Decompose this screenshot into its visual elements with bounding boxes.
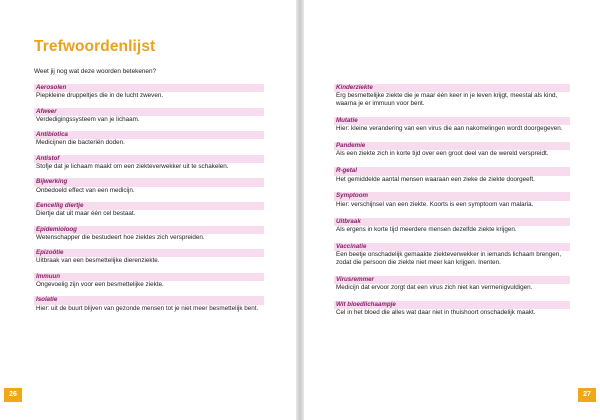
glossary-definition: Wetenschapper die bestudeert hoe ziektes zich verspreiden. bbox=[36, 233, 205, 241]
glossary-definition: Als ergens in korte tijd meerdere mensen dezelfde ziekte krijgen. bbox=[336, 225, 517, 233]
glossary-term: Uitbraak bbox=[334, 218, 570, 226]
glossary-term: Vaccinatie bbox=[334, 243, 570, 251]
glossary-term: Virusremmer bbox=[334, 276, 570, 284]
glossary-definition: Cel in het bloed die alles wat daar niet in thuishoort onschadelijk maakt. bbox=[336, 309, 536, 317]
glossary-term: Kinderziekte bbox=[334, 84, 570, 92]
glossary-entry bbox=[34, 296, 264, 312]
glossary-definition: Hier: kleine verandering van een virus die aan nakomelingen wordt doorgegeven. bbox=[336, 125, 563, 133]
glossary-entry bbox=[334, 243, 570, 267]
glossary-entry bbox=[334, 276, 570, 292]
glossary-definition: Hier: uit de buurt blijven van gezonde mensen tot je niet meer besmettelijk bent. bbox=[36, 304, 259, 312]
glossary-entry bbox=[34, 226, 264, 242]
page-title: Trefwoordenlijst bbox=[34, 38, 156, 55]
intro-text: Weet jij nog wat deze woorden betekenen? bbox=[34, 68, 157, 75]
page-number: 27 bbox=[578, 388, 596, 402]
glossary-term: Immuun bbox=[34, 273, 264, 281]
glossary-entry bbox=[334, 167, 570, 183]
glossary-term: Mutatie bbox=[334, 117, 570, 125]
glossary-term: R-getal bbox=[334, 167, 570, 175]
glossary-entry bbox=[334, 142, 570, 158]
glossary-term: Epidemioloog bbox=[34, 226, 264, 234]
glossary-definition: Hier: verschijnsel van een ziekte. Koorts is een symptoom van malaria. bbox=[336, 200, 534, 208]
glossary-definition: Medicijn dat ervoor zorgt dat een virus zich niet kan vermenigvuldigen. bbox=[336, 284, 533, 292]
glossary-term: Eencellig diertje bbox=[34, 202, 264, 210]
glossary-term: Afweer bbox=[34, 108, 264, 116]
glossary-definition: Uitbraak van een besmettelijke dierenziekte. bbox=[36, 257, 160, 265]
glossary-entry bbox=[34, 202, 264, 218]
glossary-term: Antistof bbox=[34, 155, 264, 163]
glossary-term: Isolatie bbox=[34, 296, 264, 304]
glossary-definition: Diertje dat uit maar één cel bestaat. bbox=[36, 210, 136, 218]
left-page bbox=[0, 0, 296, 420]
glossary-entry bbox=[334, 117, 570, 133]
glossary-term: Aerosolen bbox=[34, 84, 264, 92]
glossary-term: Antibiotica bbox=[34, 131, 264, 139]
book-gutter bbox=[296, 0, 304, 420]
right-page bbox=[304, 0, 600, 420]
glossary-entry bbox=[34, 273, 264, 289]
page-number: 26 bbox=[4, 388, 22, 402]
glossary-definition: Een beetje onschadelijk gemaakte ziekteverwekker in iemands lichaam brengen, zodat die persoon die ziekte niet meer kan krijgen. Inenten. bbox=[336, 250, 562, 266]
glossary-term: Wit bloedlichaampje bbox=[334, 301, 570, 309]
glossary-definition: Erg besmettelijke ziekte die je maar één keer in je leven krijgt, meestal als kind, waarna je er immuun voor bent. bbox=[336, 92, 558, 108]
glossary-term: Symptoom bbox=[334, 192, 570, 200]
glossary-entry bbox=[34, 84, 264, 100]
glossary-definition: Stofje dat je lichaam maakt om een ziekteverwekker uit te schakelen. bbox=[36, 162, 229, 170]
glossary-entry bbox=[334, 192, 570, 208]
glossary-entry bbox=[334, 301, 570, 317]
glossary-term: Pandemie bbox=[334, 142, 570, 150]
glossary-definition: Verdedigingssysteem van je lichaam. bbox=[36, 115, 140, 123]
glossary-entry bbox=[34, 131, 264, 147]
glossary-entry bbox=[34, 108, 264, 124]
glossary-definition: Als een ziekte zich in korte tijd over een groot deel van de wereld verspreidt. bbox=[336, 150, 549, 158]
glossary-entry bbox=[34, 155, 264, 171]
glossary-term: Bijwerking bbox=[34, 178, 264, 186]
glossary-list-left bbox=[34, 84, 264, 320]
glossary-entry bbox=[34, 249, 264, 265]
glossary-definition: Medicijnen die bacteriën doden. bbox=[36, 139, 125, 147]
glossary-definition: Het gemiddelde aantal mensen waaraan een zieke de ziekte doorgeeft. bbox=[336, 175, 535, 183]
glossary-entry bbox=[334, 84, 570, 108]
glossary-entry bbox=[334, 218, 570, 234]
glossary-list-right bbox=[334, 84, 570, 326]
glossary-entry bbox=[34, 178, 264, 194]
glossary-definition: Onbedoeld effect van een medicijn. bbox=[36, 186, 135, 194]
glossary-definition: Piepkleine druppeltjes die in de lucht zweven. bbox=[36, 92, 164, 100]
glossary-definition: Ongevoelig zijn voor een besmettelijke ziekte. bbox=[36, 280, 164, 288]
glossary-term: Epizoötie bbox=[34, 249, 264, 257]
